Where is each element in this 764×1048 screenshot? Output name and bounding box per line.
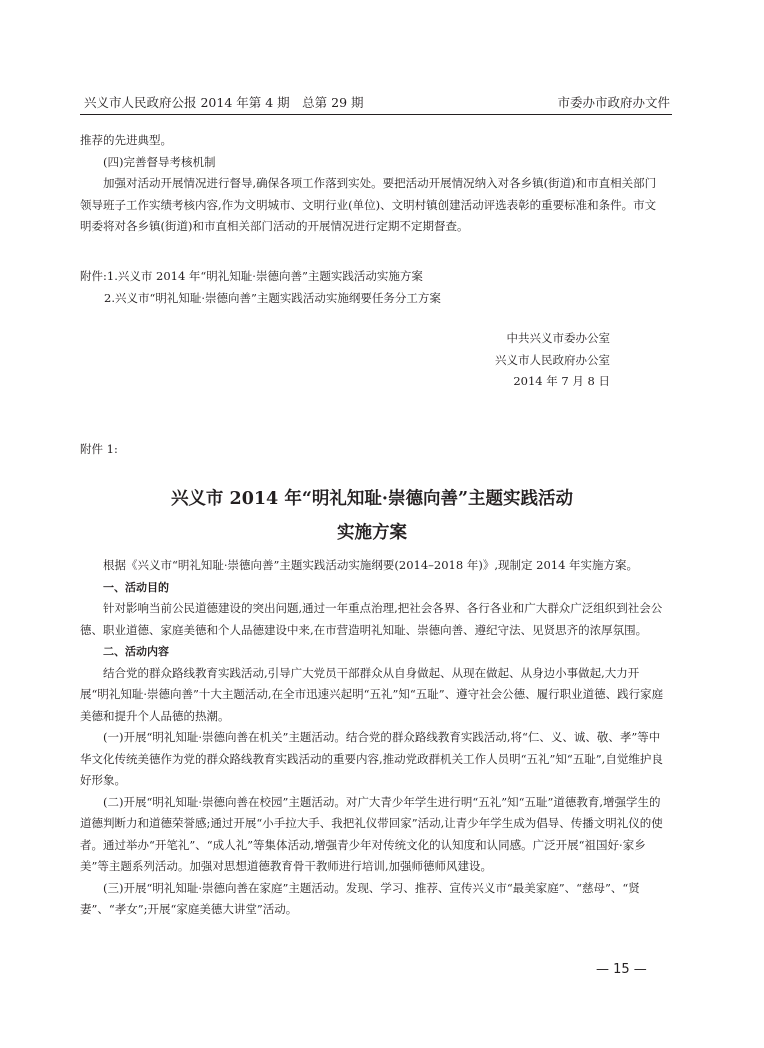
signature-org-1: 中共兴义市委办公室 [506,331,610,345]
signature-date: 2014 年 7 月 8 日 [513,374,610,388]
header-publication: 兴义市人民政府公报 2014 年第 4 期 总第 29 期 [84,95,364,110]
section-heading-content: 二、活动内容 [103,645,169,658]
header-section: 市委办市政府办文件 [557,95,670,110]
attachment-item-1: 附件:1.兴义市 2014 年“明礼知耻·崇德向善”主题实践活动实施方案 [80,269,423,283]
running-header [84,95,670,111]
signature-block [470,328,610,393]
plan-body [80,555,664,921]
content-paragraph: 结合党的群众路线教育实践活动,引导广大党员干部群众从自身做起、从现在做起、从身边小事做起,大力开展“明礼知耻·崇德向善”十大主题活动,在全市迅速兴起明“五礼”知“五耻”、遵守社会公德、履行职业道德、践行家庭美德和提升个人品德的热潮。 [80,665,664,723]
intro-paragraph: 根据《兴义市“明礼知耻·崇德向善”主题实践活动实施纲要(2014–2018 年)》,现制定 2014 年实施方案。 [103,558,639,572]
subsection-organs: (一)开展“明礼知耻·崇德向善在机关”主题活动。结合党的群众路线教育实践活动,将“仁、义、诚、敬、孝”等中华文化传统美德作为党的群众路线教育实践活动的重要内容,推动党政群机关工作人员明“五礼”知“五耻”,自觉维护良好形象。 [80,730,663,787]
supervision-paragraph: 加强对活动开展情况进行督导,确保各项工作落到实处。要把活动开展情况纳入对各乡镇(街道)和市直相关部门领导班子工作实绩考核内容,作为文明城市、文明行业(单位)、文明村镇创建活动评选表彰的重要标准和条件。市文明委将对各乡镇(街道)和市直相关部门活动的开展情况进行定期不定期督查。 [80,176,657,233]
attachment-label: 附件 1: [80,442,118,456]
continued-line: 推荐的先进典型。 [80,133,172,147]
attachment-list [80,266,664,309]
document-title [80,482,664,550]
signature-org-2: 兴义市人民政府办公室 [495,352,610,367]
header-divider [80,114,672,115]
subsection-family: (三)开展“明礼知耻·崇德向善在家庭”主题活动。发现、学习、推荐、宣传兴义市“最美家庭”、“慈母”、“贤妻”、“孝女”;开展“家庭美德大讲堂”活动。 [80,880,640,916]
closing-section [80,130,664,238]
attachment-item-2: 2.兴义市“明礼知耻·崇德向善”主题实践活动实施纲要任务分工方案 [104,290,441,305]
heading-supervision: (四)完善督导考核机制 [103,154,216,169]
subsection-campus: (二)开展“明礼知耻·崇德向善在校园”主题活动。对广大青少年学生进行明“五礼”知“五耻”道德教育,增强学生的道德判断力和道德荣誉感;通过开展“小手拉大手、我把礼仪带回家”活动,让青少年学生成为倡导、传播文明礼仪的使者。通过举办“开笔礼”、“成人礼”等集体活动,增强青少年对传统文化的认知度和认同感。广泛开展“祖国好·家乡美”等主题系列活动。加强对思想道德教育骨干教师进行培训,加强师德师风建设。 [80,794,663,873]
title-line-2: 实施方案 [337,523,407,543]
section-heading-purpose: 一、活动目的 [103,580,169,594]
purpose-paragraph: 针对影响当前公民道德建设的突出问题,通过一年重点治理,把社会各界、各行各业和广大群众广泛组织到社会公德、职业道德、家庭美德和个人品德建设中来,在市营造明礼知耻、崇德向善、遵纪守法、见贤思齐的浓厚氛围。 [80,601,663,637]
page-number: — 15 — [596,962,647,977]
title-line-1: 兴义市 2014 年“明礼知耻·崇德向善”主题实践活动 [170,489,574,509]
